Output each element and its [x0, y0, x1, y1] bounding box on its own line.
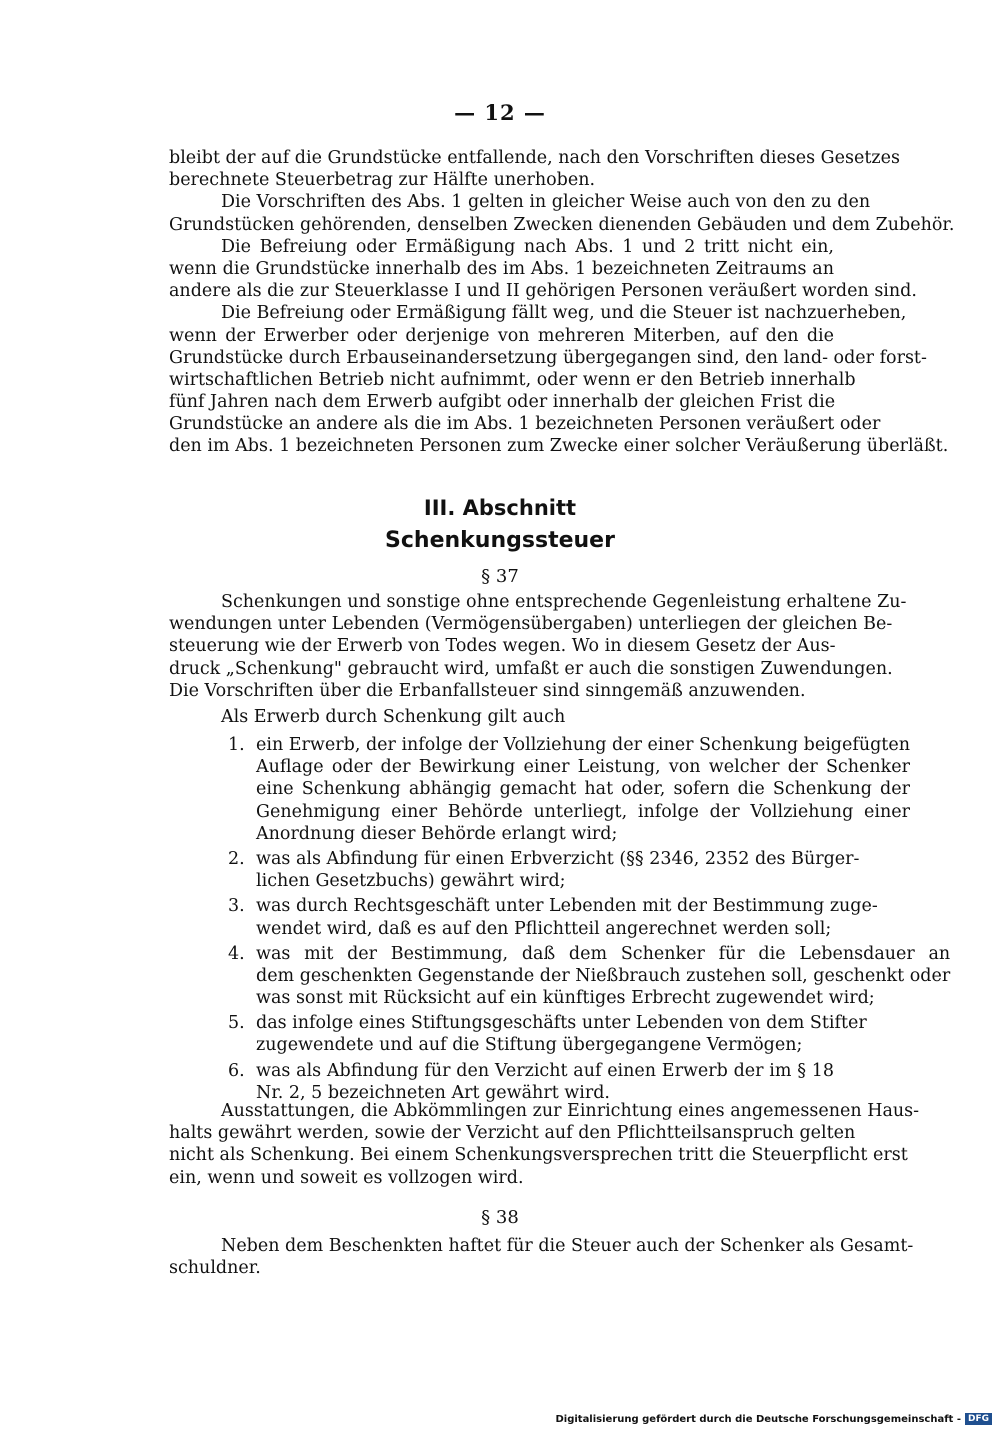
text-line: ein Erwerb, der infolge der Vollziehung der einer Schenkung beigefügten [256, 735, 910, 755]
paragraph [169, 236, 917, 303]
list-item [228, 734, 910, 845]
text-line: Anordnung dieser Behörde erlangt wird; [256, 823, 618, 844]
paragraph [169, 191, 955, 235]
text-line: Neben dem Beschenkten haftet für die Steuer auch der Schenker als Gesamt- [221, 1236, 914, 1256]
text-line: lichen Gesetzbuchs) gewährt wird; [256, 871, 566, 892]
text-line: ein, wenn und soweit es vollzogen wird. [169, 1167, 524, 1188]
text-line: wendungen unter Lebenden (Vermögensübergaben) unterliegen der gleichen Be- [169, 614, 893, 635]
text-line: was sonst mit Rücksicht auf ein künftiges Erbrecht zugewendet wird; [256, 988, 875, 1009]
text-line: wirtschaftlichen Betrieb nicht aufnimmt, oder wenn er den Betrieb innerhalb [169, 369, 856, 390]
text-line: was als Abfindung für einen Erbverzicht (§§ 2346, 2352 des Bürger- [256, 848, 860, 869]
text-line: Ausstattungen, die Abkömmlingen zur Einrichtung eines angemessenen Haus- [221, 1101, 920, 1121]
text-line: was durch Rechtsgeschäft unter Lebenden mit der Bestimmung zuge- [256, 896, 878, 917]
text-line: andere als die zur Steuerklasse I und II gehörigen Personen veräußert worden sind. [169, 281, 917, 302]
text-line: dem geschenkten Gegenstande der Nießbrauch zustehen soll, geschenkt oder [256, 965, 951, 986]
text-line: Die Befreiung oder Ermäßigung nach Abs. 1 und 2 tritt nicht ein, [221, 236, 834, 257]
text-line: berechnete Steuerbetrag zur Hälfte unerhoben. [169, 170, 596, 191]
paragraph-label-38: § 38 [481, 1207, 519, 1228]
text-line: eine Schenkung abhängig gemacht hat oder, sofern die Schenkung der [256, 779, 910, 800]
text-line: steuerung wie der Erwerb von Todes wegen. Wo in diesem Gesetz der Aus- [169, 636, 836, 657]
text-line: was mit der Bestimmung, daß dem Schenker für die Lebensdauer an [256, 943, 951, 964]
text-line: Auflage oder der Bewirkung einer Leistung, von welcher der Schenker [256, 757, 910, 778]
text-line: wendet wird, daß es auf den Pflichtteil angerechnet werden soll; [256, 918, 832, 939]
list-item [228, 1060, 834, 1104]
list-item [228, 895, 878, 939]
list-item [228, 1012, 867, 1056]
list-item-number: 4. [228, 943, 245, 964]
text-line: Nr. 2, 5 bezeichneten Art gewährt wird. [256, 1082, 610, 1103]
list-item-number: 1. [228, 735, 245, 755]
text-line: das infolge eines Stiftungsgeschäfts unter Lebenden von dem Stifter [256, 1013, 867, 1034]
paragraph-38-text [169, 1235, 914, 1279]
text-line: Grundstücke durch Erbauseinandersetzung übergegangen sind, den land- oder forst- [169, 347, 927, 368]
paragraph [169, 302, 949, 457]
footer-text: Digitalisierung gefördert durch die Deutsche Forschungsgemeinschaft - [555, 1413, 961, 1425]
text-line: fünf Jahren nach dem Erwerb aufgibt oder innerhalb der gleichen Frist die [169, 392, 836, 413]
text-line: was als Abfindung für den Verzicht auf einen Erwerb der im § 18 [256, 1060, 834, 1081]
text-line: wenn die Grundstücke innerhalb des im Abs. 1 bezeichneten Zeitraums an [169, 258, 834, 279]
text-line: schuldner. [169, 1258, 261, 1279]
section-title: Schenkungssteuer [385, 528, 615, 553]
list-item-number: 3. [228, 896, 245, 917]
text-line: den im Abs. 1 bezeichneten Personen zum Zwecke einer solcher Veräußerung überläßt. [169, 436, 949, 457]
section-heading: III. Abschnitt [423, 496, 577, 520]
text-line: zugewendete und auf die Stiftung übergegangene Vermögen; [256, 1035, 803, 1056]
text-line: Die Befreiung oder Ermäßigung fällt weg, und die Steuer ist nachzuerheben, [221, 303, 907, 324]
text-line: wenn der Erwerber oder derjenige von mehreren Miterben, auf den die [169, 325, 834, 346]
text-line: Grundstücke an andere als die im Abs. 1 bezeichneten Personen veräußert oder [169, 414, 881, 435]
intro-text [169, 147, 955, 458]
text-line: bleibt der auf die Grundstücke entfallende, nach den Vorschriften dieses Gesetzes [169, 148, 900, 168]
text-line: Schenkungen und sonstige ohne entsprechende Gegenleistung erhaltene Zu- [221, 592, 907, 612]
text-line: nicht als Schenkung. Bei einem Schenkungsversprechen tritt die Steuerpflicht erst [169, 1145, 908, 1166]
enumerated-list [228, 734, 951, 1104]
list-item-number: 2. [228, 848, 245, 869]
paragraph-37-text [169, 591, 907, 728]
list-intro: Als Erwerb durch Schenkung gilt auch [221, 706, 566, 727]
paragraph-37-closing [169, 1100, 920, 1189]
list-item-number: 5. [228, 1013, 245, 1034]
text-line: druck „Schenkung" gebraucht wird, umfaßt er auch die sonstigen Zuwendungen. [169, 658, 893, 679]
list-item [228, 943, 951, 1010]
text-line: Die Vorschriften des Abs. 1 gelten in gleicher Weise auch von den zu den [221, 192, 871, 213]
text-line: Die Vorschriften über die Erbanfallsteuer sind sinngemäß anzuwenden. [169, 680, 806, 701]
text-line: Grundstücken gehörenden, denselben Zwecken dienenden Gebäuden und dem Zubehör. [169, 214, 955, 235]
list-item-number: 6. [228, 1060, 245, 1081]
text-line: halts gewährt werden, sowie der Verzicht auf den Pflichtteilsanspruch gelten [169, 1123, 856, 1144]
digitization-credit [555, 1413, 992, 1425]
page-number: — 12 — [454, 100, 546, 125]
list-item [228, 848, 860, 892]
paragraph-label-37: § 37 [481, 566, 519, 587]
paragraph [169, 147, 900, 191]
dfg-logo: DFG [965, 1413, 992, 1425]
text-line: Genehmigung einer Behörde unterliegt, infolge der Vollziehung einer [256, 801, 910, 822]
